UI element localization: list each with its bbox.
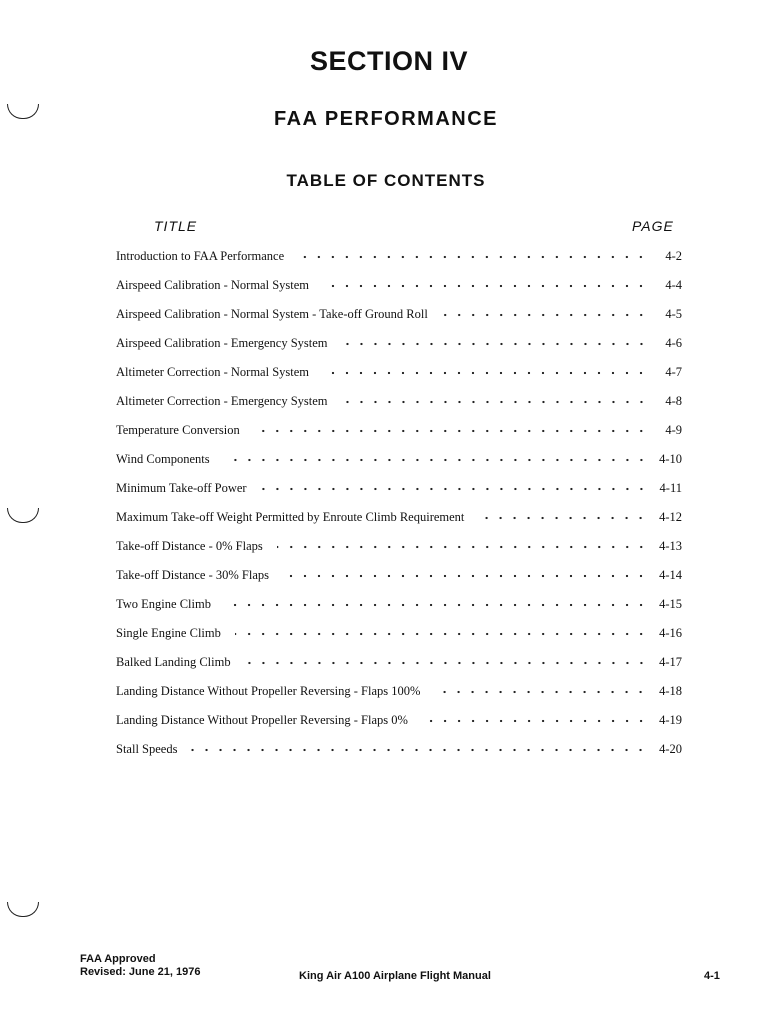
dot-leader [478, 513, 648, 523]
dot-leader [442, 310, 648, 320]
toc-entry [116, 242, 682, 271]
toc-entry [116, 474, 682, 503]
toc-entry [116, 300, 682, 329]
toc-entry [116, 387, 682, 416]
toc-entry-page: 4-7 [665, 365, 682, 379]
toc-entry-label: Airspeed Calibration - Emergency System [116, 336, 328, 350]
toc-entry-label: Landing Distance Without Propeller Reversing - Flaps 100% [116, 684, 421, 698]
toc-entry [116, 329, 682, 358]
toc-entry [116, 561, 682, 590]
toc-entry-label: Altimeter Correction - Emergency System [116, 394, 328, 408]
toc-entry [116, 706, 682, 735]
footer-page-number: 4-1 [704, 970, 720, 982]
binder-hole-mark [7, 508, 39, 523]
toc-entry [116, 590, 682, 619]
toc-entry [116, 358, 682, 387]
toc-entry-label: Airspeed Calibration - Normal System [116, 278, 310, 292]
toc-entry [116, 532, 682, 561]
dot-leader [323, 281, 648, 291]
toc-entry-label: Wind Components [116, 452, 210, 466]
toc-entry-page: 4-11 [659, 481, 682, 495]
toc-entry-page: 4-14 [659, 568, 682, 582]
dot-leader [298, 252, 648, 262]
footer-revision-date: Revised: June 21, 1976 [80, 966, 201, 978]
toc-entry-page: 4-5 [665, 307, 682, 321]
dot-leader [191, 745, 648, 755]
dot-leader [245, 658, 648, 668]
toc-entry-page: 4-4 [665, 278, 682, 292]
footer-approval: FAA Approved [80, 953, 156, 965]
dot-leader [224, 455, 648, 465]
toc-entry-label: Stall Speeds [116, 742, 178, 756]
toc-entry-label: Balked Landing Climb [116, 655, 231, 669]
toc-entry-page: 4-8 [665, 394, 682, 408]
toc-entry-page: 4-10 [659, 452, 682, 466]
toc-entry-label: Landing Distance Without Propeller Reversing - Flaps 0% [116, 713, 408, 727]
dot-leader [323, 368, 648, 378]
binder-hole-mark [7, 902, 39, 917]
toc-entry-label: Take-off Distance - 30% Flaps [116, 568, 270, 582]
toc-entry [116, 271, 682, 300]
toc-entry [116, 619, 682, 648]
page-title: FAA PERFORMANCE [274, 108, 498, 130]
toc-entry-page: 4-18 [659, 684, 682, 698]
toc-heading: TABLE OF CONTENTS [286, 171, 486, 190]
toc-entry [116, 735, 682, 764]
dot-leader [261, 484, 648, 494]
toc-entry-page: 4-16 [659, 626, 682, 640]
toc-entry-page: 4-2 [665, 249, 682, 263]
toc-entry [116, 445, 682, 474]
toc-entry-label: Two Engine Climb [116, 597, 211, 611]
section-heading: SECTION IV [309, 46, 469, 76]
dot-leader [342, 397, 648, 407]
toc-entry [116, 648, 682, 677]
toc-entry-label: Minimum Take-off Power [116, 481, 247, 495]
dot-leader [434, 687, 648, 697]
dot-leader [277, 542, 648, 552]
dot-leader [225, 600, 648, 610]
toc-entry-label: Altimeter Correction - Normal System [116, 365, 310, 379]
toc-entry-label: Maximum Take-off Weight Permitted by Enroute Climb Requirement [116, 510, 465, 524]
footer-approval-block [80, 953, 200, 979]
toc-entry-page: 4-13 [659, 539, 682, 553]
dot-leader [283, 571, 648, 581]
toc-entry-page: 4-17 [659, 655, 682, 669]
toc-entry [116, 503, 682, 532]
toc-list [116, 242, 682, 764]
column-header-title: TITLE [154, 218, 198, 234]
toc-entry-label: Airspeed Calibration - Normal System - Take-off Ground Roll [116, 307, 428, 321]
dot-leader [254, 426, 648, 436]
toc-entry-label: Single Engine Climb [116, 626, 221, 640]
toc-entry-label: Take-off Distance - 0% Flaps [116, 539, 263, 553]
dot-leader [235, 629, 648, 639]
toc-entry-page: 4-20 [659, 742, 682, 756]
dot-leader [342, 339, 648, 349]
toc-entry-label: Temperature Conversion [116, 423, 240, 437]
toc-entry-page: 4-9 [665, 423, 682, 437]
toc-entry [116, 416, 682, 445]
toc-entry [116, 677, 682, 706]
toc-entry-label: Introduction to FAA Performance [116, 249, 285, 263]
toc-entry-page: 4-12 [659, 510, 682, 524]
footer-manual-title: King Air A100 Airplane Flight Manual [299, 970, 491, 982]
dot-leader [422, 716, 648, 726]
column-header-page: PAGE [632, 218, 674, 234]
toc-entry-page: 4-15 [659, 597, 682, 611]
toc-entry-page: 4-6 [665, 336, 682, 350]
toc-entry-page: 4-19 [659, 713, 682, 727]
